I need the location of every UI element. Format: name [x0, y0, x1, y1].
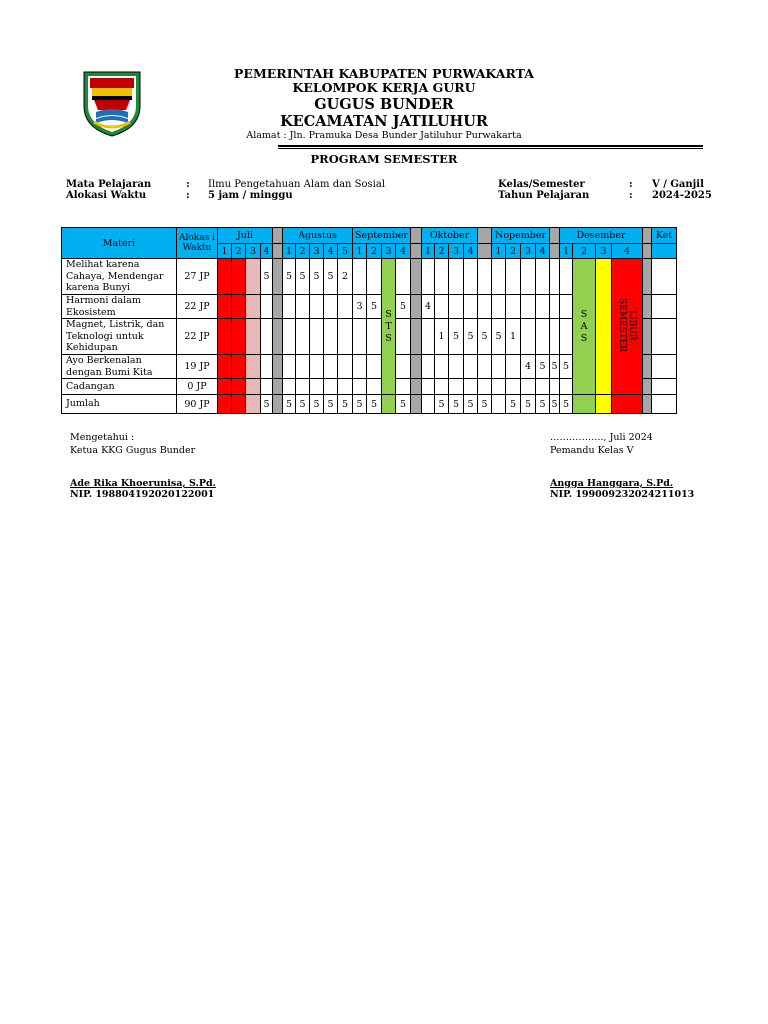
- spacer-cell: [273, 228, 283, 244]
- week-header: 1: [283, 244, 296, 259]
- spacer-cell: [411, 244, 422, 259]
- week-cell: 5: [536, 355, 550, 379]
- header-line-1: PEMERINTAH KABUPATEN PURWAKARTA: [234, 66, 534, 81]
- week-cell: 5: [324, 395, 338, 414]
- week-cell: 3: [353, 295, 367, 319]
- week-cell: 5: [464, 395, 478, 414]
- week-cell: [411, 295, 422, 319]
- week-cell: [338, 319, 353, 355]
- week-cell: [521, 295, 536, 319]
- week-header: 4: [536, 244, 550, 259]
- spacer-cell: [478, 228, 492, 244]
- week-cell: [449, 259, 464, 295]
- week-cell: 5: [296, 395, 310, 414]
- week-cell: [521, 379, 536, 395]
- week-cell: [273, 319, 283, 355]
- sig-left-name: Ade Rika Khoerunisa, S.Pd.: [70, 478, 216, 489]
- week-cell: [652, 395, 677, 414]
- colon: :: [186, 190, 190, 201]
- week-cell: [506, 295, 521, 319]
- week-cell: [492, 295, 506, 319]
- materi-cell: Harmoni dalam Ekosistem: [62, 295, 177, 319]
- spacer-cell: [643, 228, 652, 244]
- kelas-value: V / Ganjil: [652, 179, 704, 190]
- week-cell: [449, 355, 464, 379]
- week-cell: 5: [283, 259, 296, 295]
- week-cell: [478, 259, 492, 295]
- week-cell: [464, 295, 478, 319]
- week-cell: 5: [550, 355, 560, 379]
- header-divider: [278, 145, 703, 147]
- week-cell: 5: [310, 395, 324, 414]
- week-cell: [273, 295, 283, 319]
- week-cell: [506, 355, 521, 379]
- week-cell: [422, 319, 435, 355]
- sts-label: S T S: [385, 308, 392, 344]
- week-cell: [478, 295, 492, 319]
- week-header: 1: [492, 244, 506, 259]
- month-juli: Juli: [218, 228, 273, 244]
- mapel-label: Mata Pelajaran: [66, 179, 152, 190]
- sig-right-line1: …………….., Juli 2024: [550, 432, 653, 443]
- month-september: September: [353, 228, 411, 244]
- week-cell: [232, 395, 246, 414]
- week-cell: 5: [367, 295, 382, 319]
- week-cell: [652, 295, 677, 319]
- holiday-cell: [573, 395, 596, 414]
- week-cell: [246, 355, 261, 379]
- holiday-cell: [612, 395, 643, 414]
- week-cell: 5: [478, 319, 492, 355]
- week-cell: [478, 355, 492, 379]
- week-cell: [218, 319, 232, 355]
- week-cell: [338, 355, 353, 379]
- week-header: 3: [521, 244, 536, 259]
- week-cell: [449, 379, 464, 395]
- jp-cell: 27 JP: [177, 259, 218, 295]
- week-cell: [273, 355, 283, 379]
- sig-right-name: Angga Hanggara, S.Pd.: [550, 478, 674, 489]
- week-cell: [296, 319, 310, 355]
- week-cell: [324, 319, 338, 355]
- week-cell: [246, 395, 261, 414]
- materi-cell: Ayo Berkenalan dengan Bumi Kita: [62, 355, 177, 379]
- table-row: [62, 259, 677, 295]
- week-cell: [246, 259, 261, 295]
- week-cell: 5: [560, 355, 573, 379]
- week-cell: [560, 259, 573, 295]
- week-cell: [411, 319, 422, 355]
- week-cell: [283, 319, 296, 355]
- week-cell: [296, 295, 310, 319]
- col-materi-header: Materi: [62, 228, 177, 259]
- week-header: 3: [449, 244, 464, 259]
- libur-semester-cell: [612, 259, 643, 395]
- week-cell: [218, 259, 232, 295]
- week-cell: 2: [338, 259, 353, 295]
- header-line-2: KELOMPOK KERJA GURU: [292, 80, 476, 95]
- week-cell: [435, 295, 449, 319]
- week-cell: [521, 319, 536, 355]
- week-cell: 5: [550, 395, 560, 414]
- week-cell: [232, 355, 246, 379]
- week-cell: [367, 379, 382, 395]
- materi-cell: Cadangan: [62, 379, 177, 395]
- materi-cell: Jumlah: [62, 395, 177, 414]
- week-cell: [246, 319, 261, 355]
- week-cell: 5: [396, 295, 411, 319]
- sig-right-line2: Pemandu Kelas V: [550, 445, 634, 456]
- jp-cell: 22 JP: [177, 295, 218, 319]
- week-cell: [643, 395, 652, 414]
- week-cell: 5: [449, 395, 464, 414]
- week-header: 1: [353, 244, 367, 259]
- header-divider-thin: [278, 148, 703, 149]
- jp-cell: 90 JP: [177, 395, 218, 414]
- week-cell: 5: [464, 319, 478, 355]
- week-cell: [338, 295, 353, 319]
- letterhead: [0, 60, 768, 150]
- tahun-label: Tahun Pelajaran: [498, 190, 590, 201]
- week-cell: [536, 379, 550, 395]
- week-cell: 5: [536, 395, 550, 414]
- week-cell: [261, 355, 273, 379]
- week-cell: [396, 319, 411, 355]
- kelas-label: Kelas/Semester: [498, 179, 585, 190]
- week-cell: [261, 319, 273, 355]
- week-cell: [464, 259, 478, 295]
- week-cell: 1: [435, 319, 449, 355]
- week-cell: [310, 379, 324, 395]
- header-line-3: GUGUS BUNDER: [314, 96, 454, 113]
- week-header: 3: [382, 244, 396, 259]
- week-cell: [411, 355, 422, 379]
- week-cell: [492, 395, 506, 414]
- week-cell: [464, 379, 478, 395]
- week-cell: [246, 379, 261, 395]
- sig-right-nip: NIP. 199009232024211013: [550, 489, 695, 500]
- week-cell: [232, 259, 246, 295]
- program-semester-table: [61, 227, 677, 414]
- week-cell: [536, 259, 550, 295]
- week-cell: [643, 379, 652, 395]
- week-header: 2: [573, 244, 596, 259]
- alokasi-label: Alokasi Waktu: [66, 190, 147, 201]
- week-header: 4: [612, 244, 643, 259]
- week-cell: [411, 395, 422, 414]
- week-cell: [643, 355, 652, 379]
- week-header: 1: [422, 244, 435, 259]
- spacer-cell: [411, 228, 422, 244]
- week-cell: [560, 319, 573, 355]
- week-header: 2: [296, 244, 310, 259]
- libur-semester-label: LIBUR SEMESTER: [617, 297, 637, 353]
- week-cell: [435, 259, 449, 295]
- week-cell: [218, 379, 232, 395]
- week-cell: [396, 355, 411, 379]
- week-cell: [652, 355, 677, 379]
- week-cell: [283, 379, 296, 395]
- mapel-value: Ilmu Pengetahuan Alam dan Sosial: [208, 179, 386, 190]
- week-header: 4: [261, 244, 273, 259]
- week-cell: 5: [396, 395, 411, 414]
- week-cell: 4: [521, 355, 536, 379]
- col-alokasi-header: Alokas i Waktu: [177, 228, 218, 259]
- holiday-cell: [382, 395, 396, 414]
- week-cell: 5: [560, 395, 573, 414]
- week-cell: 5: [261, 259, 273, 295]
- week-cell: [643, 295, 652, 319]
- week-cell: [353, 355, 367, 379]
- week-cell: [449, 295, 464, 319]
- week-cell: [411, 259, 422, 295]
- spacer-cell: [550, 244, 560, 259]
- week-cell: [218, 355, 232, 379]
- week-cell: [218, 295, 232, 319]
- week-cell: [353, 379, 367, 395]
- jp-cell: 0 JP: [177, 379, 218, 395]
- week-cell: [367, 259, 382, 295]
- week-cell: [232, 319, 246, 355]
- week-cell: [296, 355, 310, 379]
- week-cell: [396, 379, 411, 395]
- week-cell: [353, 259, 367, 295]
- week-cell: [550, 379, 560, 395]
- week-cell: 5: [353, 395, 367, 414]
- week-header: 3: [246, 244, 261, 259]
- spacer-cell: [550, 228, 560, 244]
- week-cell: [324, 295, 338, 319]
- week-cell: [492, 379, 506, 395]
- week-cell: [464, 355, 478, 379]
- header-line-4: KECAMATAN JATILUHUR: [280, 113, 488, 130]
- alokasi-value: 5 jam / minggu: [208, 190, 293, 201]
- header-address: Alamat : Jln. Pramuka Desa Bunder Jatiluhur Purwakarta: [246, 130, 522, 141]
- sig-left-line1: Mengetahui :: [70, 432, 135, 443]
- week-header: 1: [560, 244, 573, 259]
- week-cell: [367, 319, 382, 355]
- sas-label: S A S: [580, 308, 588, 344]
- col-ket-header: Ket: [652, 228, 677, 244]
- sig-left-line2: Ketua KKG Gugus Bunder: [70, 445, 196, 456]
- materi-cell: Melihat karena Cahaya, Mendengar karena Bunyi: [62, 259, 177, 295]
- week-cell: [521, 259, 536, 295]
- week-cell: 5: [338, 395, 353, 414]
- month-desember: Desember: [560, 228, 643, 244]
- week-cell: [283, 295, 296, 319]
- colon: :: [186, 179, 190, 190]
- week-cell: [338, 379, 353, 395]
- week-cell: 5: [435, 395, 449, 414]
- week-cell: [550, 319, 560, 355]
- week-cell: [246, 295, 261, 319]
- week-cell: 5: [478, 395, 492, 414]
- sas-cell: [573, 259, 596, 395]
- week-header: 4: [396, 244, 411, 259]
- week-header: 1: [218, 244, 232, 259]
- week-cell: [550, 295, 560, 319]
- spacer-cell: [643, 244, 652, 259]
- week-cell: 5: [283, 395, 296, 414]
- week-cell: [560, 379, 573, 395]
- week-cell: [310, 319, 324, 355]
- colon: :: [629, 179, 633, 190]
- week-cell: [422, 355, 435, 379]
- week-cell: [396, 259, 411, 295]
- week-cell: [296, 379, 310, 395]
- week-header: 2: [506, 244, 521, 259]
- week-cell: [324, 379, 338, 395]
- week-cell: [273, 379, 283, 395]
- week-cell: [324, 355, 338, 379]
- week-cell: 5: [521, 395, 536, 414]
- week-cell: [435, 355, 449, 379]
- table-row: [62, 395, 677, 414]
- month-nopember: Nopember: [492, 228, 550, 244]
- week-cell: [310, 355, 324, 379]
- week-cell: [492, 259, 506, 295]
- week-cell: [550, 259, 560, 295]
- week-cell: [232, 295, 246, 319]
- week-cell: [643, 259, 652, 295]
- ket-subheader: [652, 244, 677, 259]
- week-cell: [261, 379, 273, 395]
- colon: :: [629, 190, 633, 201]
- week-cell: [652, 379, 677, 395]
- spacer-cell: [273, 244, 283, 259]
- week-cell: [506, 259, 521, 295]
- week-cell: [422, 259, 435, 295]
- week-cell: 5: [261, 395, 273, 414]
- month-agustus: Agustus: [283, 228, 353, 244]
- month-oktober: Oktober: [422, 228, 478, 244]
- week-header: 5: [338, 244, 353, 259]
- jp-cell: 22 JP: [177, 319, 218, 355]
- week-cell: 5: [506, 395, 521, 414]
- holiday-cell: [596, 259, 612, 395]
- week-cell: [273, 395, 283, 414]
- week-cell: [492, 355, 506, 379]
- week-cell: 5: [367, 395, 382, 414]
- materi-cell: Magnet, Listrik, dan Teknologi untuk Kehidupan: [62, 319, 177, 355]
- week-cell: [310, 295, 324, 319]
- week-header: 2: [367, 244, 382, 259]
- sts-cell: [382, 259, 396, 395]
- holiday-cell: [596, 395, 612, 414]
- document-title: PROGRAM SEMESTER: [310, 152, 458, 166]
- week-header: 2: [435, 244, 449, 259]
- week-cell: [643, 319, 652, 355]
- week-cell: [411, 379, 422, 395]
- week-cell: [560, 295, 573, 319]
- sig-left-nip: NIP. 198804192020122001: [70, 489, 215, 500]
- tahun-value: 2024-2025: [652, 190, 712, 201]
- week-cell: 1: [506, 319, 521, 355]
- week-cell: [536, 295, 550, 319]
- week-cell: 5: [310, 259, 324, 295]
- week-cell: [536, 319, 550, 355]
- week-cell: [422, 395, 435, 414]
- week-cell: 4: [422, 295, 435, 319]
- week-cell: [478, 379, 492, 395]
- week-cell: 5: [324, 259, 338, 295]
- week-cell: [353, 319, 367, 355]
- week-cell: [506, 379, 521, 395]
- week-cell: [652, 259, 677, 295]
- week-header: 2: [232, 244, 246, 259]
- week-cell: [232, 379, 246, 395]
- week-cell: [273, 259, 283, 295]
- jp-cell: 19 JP: [177, 355, 218, 379]
- spacer-cell: [478, 244, 492, 259]
- week-cell: [652, 319, 677, 355]
- week-cell: [283, 355, 296, 379]
- week-cell: 5: [449, 319, 464, 355]
- week-cell: 5: [296, 259, 310, 295]
- week-cell: [218, 395, 232, 414]
- week-header: 3: [310, 244, 324, 259]
- week-cell: [422, 379, 435, 395]
- week-header: 4: [324, 244, 338, 259]
- week-cell: [435, 379, 449, 395]
- week-header: 3: [596, 244, 612, 259]
- week-cell: 5: [492, 319, 506, 355]
- week-cell: [367, 355, 382, 379]
- week-header: 4: [464, 244, 478, 259]
- week-cell: [261, 295, 273, 319]
